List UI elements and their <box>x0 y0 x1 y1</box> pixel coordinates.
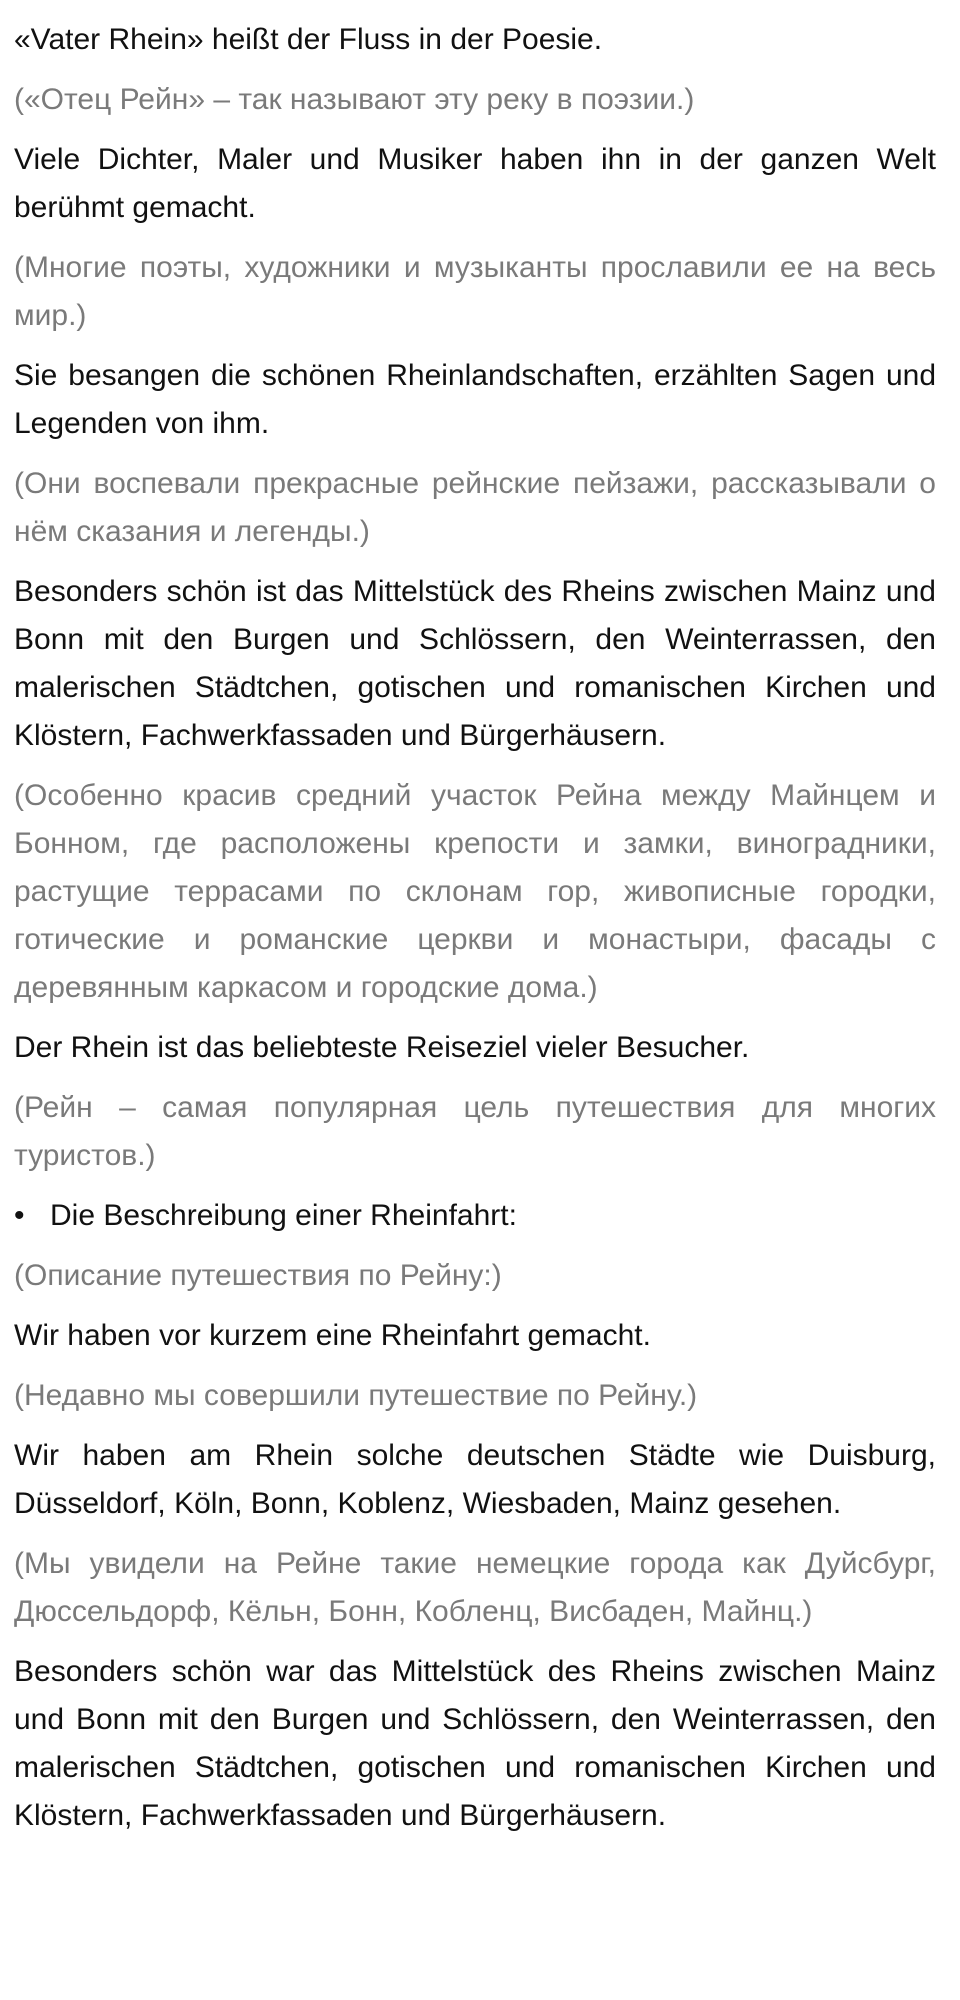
russian-translation: (Мы увидели на Рейне такие немецкие города как Дуйсбург, Дюссельдорф, Кёльн, Бонн, Кобленц, Висбаден, Майнц.) <box>14 1547 936 1628</box>
bullet-item <box>14 1192 936 1240</box>
german-sentence: Viele Dichter, Maler und Musiker haben ihn in der ganzen Welt berühmt gemacht. <box>14 143 936 224</box>
bullet-text: Die Beschreibung einer Rheinfahrt: <box>50 1199 517 1232</box>
german-sentence: «Vater Rhein» heißt der Fluss in der Poesie. <box>14 23 603 56</box>
russian-translation: (Описание путешествия по Рейну:) <box>14 1259 502 1292</box>
german-sentence: Besonders schön war das Mittelstück des Rheins zwischen Mainz und Bonn mit den Burgen und Schlössern, den Weinterrassen, den malerischen Städtchen, gotischen und romanischen Kirchen und Klöstern, Fachwerkfassaden und Bürgerhäusern. <box>14 1655 936 1832</box>
russian-translation: (Рейн – самая популярная цель путешествия для многих туристов.) <box>14 1091 936 1172</box>
russian-translation: (Многие поэты, художники и музыканты прославили ее на весь мир.) <box>14 251 936 332</box>
russian-translation: (Недавно мы совершили путешествие по Рейну.) <box>14 1379 698 1412</box>
russian-translation: («Отец Рейн» – так называют эту реку в поэзии.) <box>14 83 695 116</box>
german-sentence: Der Rhein ist das beliebteste Reiseziel vieler Besucher. <box>14 1031 750 1064</box>
german-sentence: Besonders schön ist das Mittelstück des Rheins zwischen Mainz und Bonn mit den Burgen und Schlössern, den Weinterrassen, den malerischen Städtchen, gotischen und romanischen Kirchen und Klöstern, Fachwerkfassaden und Bürgerhäusern. <box>14 575 936 752</box>
russian-translation: (Они воспевали прекрасные рейнские пейзажи, рассказывали о нём сказания и легенды.) <box>14 467 936 548</box>
german-sentence: Wir haben am Rhein solche deutschen Städte wie Duisburg, Düsseldorf, Köln, Bonn, Koblenz, Wiesbaden, Mainz gesehen. <box>14 1439 936 1520</box>
german-sentence: Sie besangen die schönen Rheinlandschaften, erzählten Sagen und Legenden von ihm. <box>14 359 936 440</box>
bullet-icon: • <box>14 1199 25 1232</box>
german-sentence: Wir haben vor kurzem eine Rheinfahrt gemacht. <box>14 1319 651 1352</box>
russian-translation: (Особенно красив средний участок Рейна между Майнцем и Бонном, где расположены крепости и замки, виноградники, растущие террасами по склонам гор, живописные городки, готические и романские церкви и монастыри, фасады с деревянным каркасом и городские дома.) <box>14 779 936 1004</box>
